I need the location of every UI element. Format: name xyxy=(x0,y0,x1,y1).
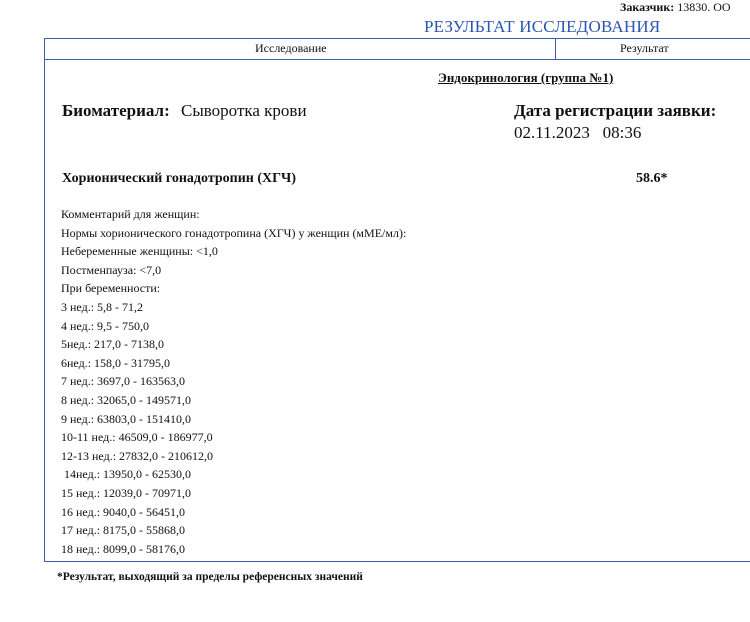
section-title: Эндокринология (группа №1) xyxy=(438,70,614,85)
comment-line: 3 нед.: 5,8 - 71,2 xyxy=(61,299,144,314)
reference-comment xyxy=(61,205,406,558)
test-name: Хорионический гонадотропин (ХГЧ) xyxy=(62,171,296,186)
comment-line: 10-11 нед.: 46509,0 - 186977,0 xyxy=(61,430,213,445)
comment-line: 18 нед.: 8099,0 - 58176,0 xyxy=(61,541,186,556)
table-header-divider xyxy=(45,59,750,60)
footnote: *Результат, выходящий за пределы референсных значений xyxy=(57,571,363,583)
comment-line: Постменпауза: <7,0 xyxy=(61,262,162,277)
comment-line: 17 нед.: 8175,0 - 55868,0 xyxy=(61,523,186,538)
biomaterial-label: Биоматериал: xyxy=(62,101,170,120)
customer-value: 13830. ОО xyxy=(674,0,731,14)
biomaterial-value: Сыворотка крови xyxy=(181,101,307,120)
comment-line: 5нед.: 217,0 - 7138,0 xyxy=(61,337,165,352)
comment-line: Небеременные женщины: <1,0 xyxy=(61,244,218,259)
comment-line: 7 нед.: 3697,0 - 163563,0 xyxy=(61,374,186,389)
customer-line xyxy=(620,0,731,15)
comment-line: 4 нед.: 9,5 - 750,0 xyxy=(61,318,150,333)
comment-line: Нормы хорионического гонадотропина (ХГЧ) у женщин (мМЕ/мл): xyxy=(61,225,407,240)
comment-line: 15 нед.: 12039,0 - 70971,0 xyxy=(61,485,192,500)
column-header-result: Результат xyxy=(620,41,669,55)
test-result-value: 58.6* xyxy=(636,171,668,186)
comment-line: 6нед.: 158,0 - 31795,0 xyxy=(61,355,171,370)
customer-label: Заказчик: xyxy=(620,0,675,14)
comment-line: 8 нед.: 32065,0 - 149571,0 xyxy=(61,392,192,407)
comment-line: При беременности: xyxy=(61,281,161,296)
page-title: РЕЗУЛЬТАТ ИССЛЕДОВАНИЯ xyxy=(424,17,661,36)
comment-line: 16 нед.: 9040,0 - 56451,0 xyxy=(61,504,186,519)
column-header-research: Исследование xyxy=(255,41,327,55)
table-column-separator xyxy=(555,39,556,59)
comment-line: 9 нед.: 63803,0 - 151410,0 xyxy=(61,411,192,426)
registration-date-label: Дата регистрации заявки: xyxy=(514,101,717,120)
comment-line: Комментарий для женщин: xyxy=(61,207,200,221)
registration-date-value: 02.11.2023 08:36 xyxy=(514,123,642,142)
comment-line: 12-13 нед.: 27832,0 - 210612,0 xyxy=(61,448,214,463)
comment-line: 14нед.: 13950,0 - 62530,0 xyxy=(61,467,192,482)
